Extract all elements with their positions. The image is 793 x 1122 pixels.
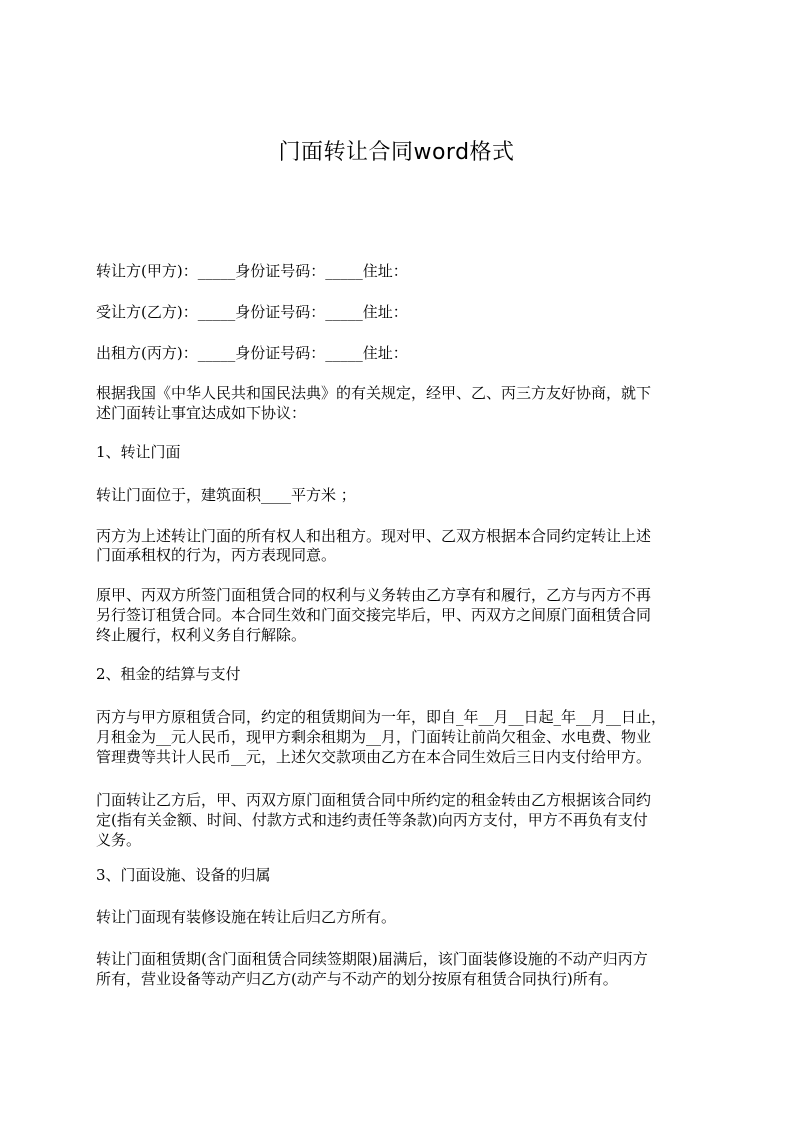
preamble-line-2: 述门面转让事宜达成如下协议：	[96, 404, 307, 422]
paragraph-ownership-line-1: 转让门面租赁期(含门面租赁合同续签期限)届满后，该门面装修设施的不动产归丙方	[96, 950, 648, 968]
paragraph-consent-line-1: 丙方为上述转让门面的所有权人和出租方。现对甲、乙双方根据本合同约定转让上述	[96, 527, 652, 545]
paragraph-ownership-line-2: 所有，营业设备等动产归乙方(动产与不动产的划分按原有租赁合同执行)所有。	[96, 970, 618, 988]
party-a-line: 转让方(甲方)：_____身份证号码：_____住址：	[96, 262, 408, 280]
preamble-line-1: 根据我国《中华人民共和国民法典》的有关规定，经甲、乙、丙三方友好协商，就下	[96, 384, 652, 402]
party-c-line: 出租方(丙方)：_____身份证号码：_____住址：	[96, 344, 408, 362]
document-title: 门面转让合同word格式	[278, 140, 515, 165]
paragraph-payment-line-3: 义务。	[96, 831, 142, 849]
paragraph-payment-line-2: 定(指有关金额、时间、付款方式和违约责任等条款)向丙方支付，甲方不再负有支付	[96, 811, 648, 829]
paragraph-rent-line-1: 丙方与甲方原租赁合同，约定的租赁期间为一年，即自_年__月__日起_年__月__日止，	[96, 708, 667, 726]
location-area-line: 转让门面位于，建筑面积____平方米 ；	[96, 486, 356, 504]
party-b-line: 受让方(乙方)：_____身份证号码：_____住址：	[96, 303, 408, 321]
paragraph-rights-line-3: 终止履行，权利义务自行解除。	[96, 626, 307, 644]
paragraph-rent-line-3: 管理费等共计人民币__元，上述欠交款项由乙方在本合同生效后三日内支付给甲方。	[96, 748, 652, 766]
paragraph-payment-line-1: 门面转让乙方后，甲、丙双方原门面租赁合同中所约定的租金转由乙方根据该合同约	[96, 791, 652, 809]
paragraph-rights-line-1: 原甲、丙双方所签门面租赁合同的权利与义务转由乙方享有和履行，乙方与丙方不再	[96, 586, 652, 604]
section-heading-2: 2、租金的结算与支付	[96, 665, 241, 683]
section-heading-1: 1、转让门面	[96, 443, 181, 461]
section-heading-3: 3、门面设施、设备的归属	[96, 866, 271, 884]
paragraph-consent-line-2: 门面承租权的行为，丙方表现同意。	[96, 546, 337, 564]
paragraph-rights-line-2: 另行签订租赁合同。本合同生效和门面交接完毕后，甲、丙双方之间原门面租赁合同	[96, 606, 652, 624]
paragraph-rent-line-2: 月租金为__元人民币，现甲方剩余租期为__月，门面转让前尚欠租金、水电费、物业	[96, 728, 652, 746]
paragraph-fixtures: 转让门面现有装修设施在转让后归乙方所有。	[96, 908, 397, 926]
